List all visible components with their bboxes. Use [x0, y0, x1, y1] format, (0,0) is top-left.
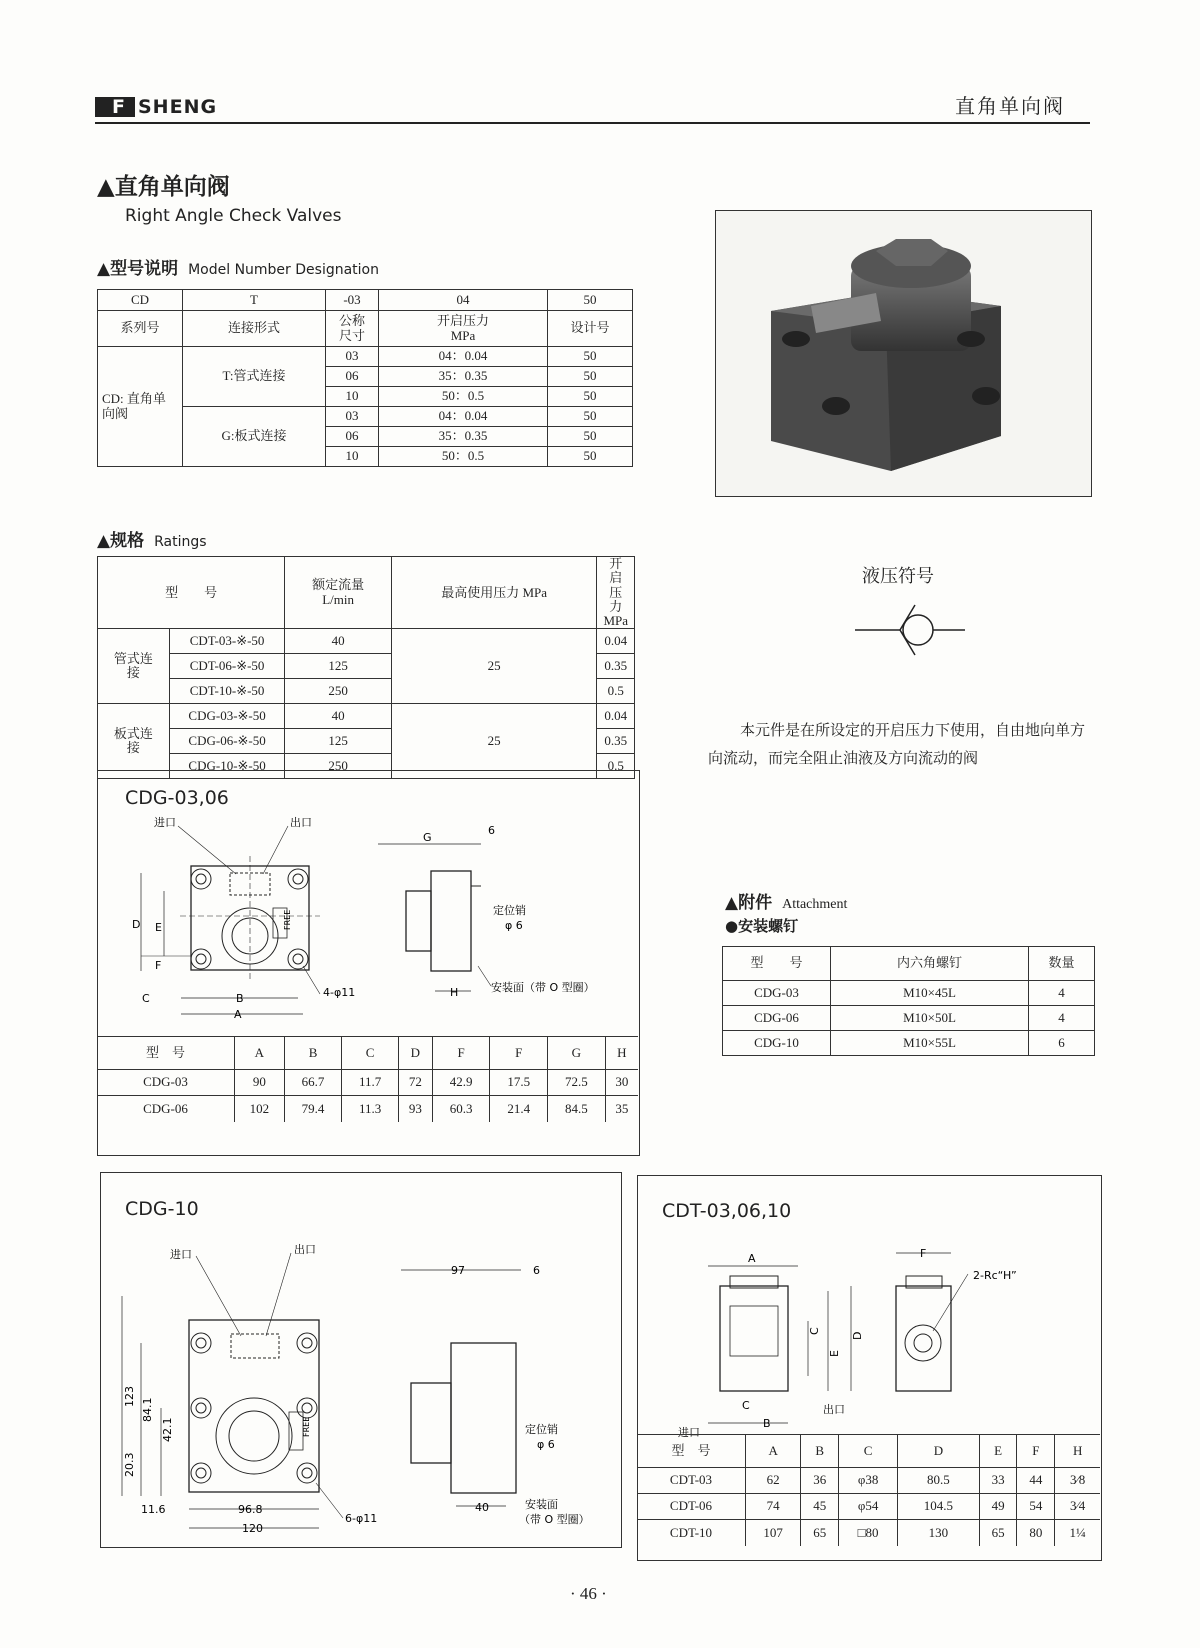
- cdg0306-dim-e: E: [155, 921, 162, 934]
- cdt-cell: 3⁄8: [1055, 1468, 1100, 1494]
- logo-text: SHENG: [138, 96, 218, 118]
- cdg0306-title: CDG-03,06: [125, 787, 229, 809]
- model-series: CD: 直角单向阀: [98, 347, 183, 467]
- ratings-title-cn: ▲规格: [97, 531, 145, 551]
- cdt-cell: 80: [1017, 1520, 1055, 1546]
- symbol-title: 液压符号: [862, 566, 934, 587]
- att-screw: M10×55L: [831, 1031, 1029, 1056]
- cdt-cell: 62: [746, 1468, 801, 1494]
- cdt-cell: 54: [1017, 1494, 1055, 1520]
- cdt-cell: 74: [746, 1494, 801, 1520]
- cdg10-dim-97: 97: [451, 1264, 465, 1277]
- cdg0306-h: F: [432, 1037, 490, 1070]
- cdt-dim-f: F: [920, 1247, 927, 1260]
- cdg10-pin-d: φ 6: [537, 1438, 555, 1451]
- cdg0306-dim-h: H: [450, 986, 459, 999]
- ratings-model: CDT-06-※-50: [169, 654, 285, 679]
- cdg0306-cell: CDG-06: [97, 1096, 235, 1122]
- cdg0306-h: H: [605, 1037, 638, 1070]
- model-design: 50: [548, 387, 633, 407]
- cdg10-dim-123: 123: [123, 1386, 136, 1407]
- cdg0306-cell: 79.4: [284, 1096, 342, 1122]
- att-h-qty: 数量: [1029, 947, 1095, 981]
- cdg10-holes: 6-φ11: [345, 1512, 378, 1525]
- cdt-title: CDT-03,06,10: [662, 1200, 792, 1222]
- cdg0306-cell: 102: [235, 1096, 285, 1122]
- cdg0306-dim-d: D: [132, 918, 141, 931]
- cdg10-face1: 安装面: [525, 1498, 558, 1511]
- ratings-crack: 0.04: [597, 704, 635, 729]
- model-size: 10: [326, 447, 379, 467]
- cdg0306-h: 型 号: [97, 1037, 235, 1070]
- page-title-en: Right Angle Check Valves: [125, 206, 342, 226]
- model-r2-c3: 公称尺寸: [326, 311, 379, 347]
- ratings-maxp: 25: [391, 629, 597, 704]
- cdt-cell: 44: [1017, 1468, 1055, 1494]
- cdg0306-dim-a: A: [234, 1008, 242, 1021]
- cdt-cell: 65: [801, 1520, 839, 1546]
- ratings-h-crack: 开启压力 MPa: [597, 557, 635, 629]
- cdg0306-cell: CDG-03: [97, 1070, 235, 1096]
- page-number: · 46 ·: [570, 1584, 607, 1603]
- header-title: 直角单向阀: [955, 94, 1065, 118]
- cdt-h: C: [839, 1435, 898, 1468]
- att-qty: 4: [1029, 981, 1095, 1006]
- cdg0306-drawing: [98, 816, 638, 1031]
- cdg0306-cell: 42.9: [432, 1070, 490, 1096]
- model-size: 10: [326, 387, 379, 407]
- cdt-dim-d: D: [851, 1331, 864, 1340]
- cdg0306-h: A: [235, 1037, 285, 1070]
- attachment-section-title: [725, 888, 847, 913]
- ratings-crack: 0.5: [597, 679, 635, 704]
- ratings-flow: 40: [285, 704, 391, 729]
- cdt-cell: □80: [839, 1520, 898, 1546]
- cdt-dim-b: B: [763, 1417, 771, 1430]
- cdt-cell: φ38: [839, 1468, 898, 1494]
- attachment-title-en: Attachment: [782, 897, 848, 912]
- model-r2-c4: 开启压力 MPa: [379, 311, 548, 347]
- cdg0306-pin: 定位销: [493, 904, 526, 917]
- ratings-model: CDG-10-※-50: [169, 754, 285, 779]
- cdg0306-cell: 30: [605, 1070, 638, 1096]
- cdg10-dim-6: 6: [533, 1264, 540, 1277]
- header-rule: [95, 122, 1090, 124]
- model-r2-c5: 设计号: [548, 311, 633, 347]
- symbol-description: 本元件是在所设定的开启压力下使用，自由地向单方向流动，而完全阻止油液及方向流动的阀: [708, 721, 1086, 767]
- cdg0306-free-label: FREE: [283, 909, 292, 930]
- cdg0306-cell: 66.7: [284, 1070, 342, 1096]
- cdg10-dim-116: 11.6: [141, 1503, 166, 1516]
- ratings-h-flow: 额定流量 L/min: [285, 557, 391, 629]
- cdg10-face2: （带 O 型圈）: [519, 1513, 590, 1526]
- att-qty: 6: [1029, 1031, 1095, 1056]
- cdg0306-cell: 35: [605, 1096, 638, 1122]
- cdg0306-pin-d: φ 6: [505, 919, 523, 932]
- attachment-table: [722, 946, 1095, 1056]
- cdt-dim-cc: C: [808, 1327, 821, 1335]
- cdt-h: D: [898, 1435, 980, 1468]
- cdg0306-dim-g: G: [423, 831, 432, 844]
- ratings-section-title: [97, 526, 207, 551]
- cdg10-outlet: 出口: [294, 1243, 316, 1256]
- cdg0306-h: D: [398, 1037, 432, 1070]
- cdt-table: [637, 1434, 1100, 1546]
- att-model: CDG-03: [723, 981, 831, 1006]
- ratings-flow: 250: [285, 679, 391, 704]
- model-r1-c1: CD: [98, 290, 183, 311]
- cdg0306-cell: 72: [398, 1070, 432, 1096]
- model-pressure: 04：0.04: [379, 407, 548, 427]
- model-design: 50: [548, 407, 633, 427]
- cdt-cell: 104.5: [898, 1494, 980, 1520]
- valve-photo-illustration: [716, 211, 1091, 496]
- att-model: CDG-10: [723, 1031, 831, 1056]
- cdg0306-dim-c: C: [142, 992, 150, 1005]
- cdg0306-face: 安装面（带 O 型圈）: [491, 981, 595, 994]
- cdt-cell: CDT-06: [637, 1494, 746, 1520]
- cdg0306-h: F: [490, 1037, 548, 1070]
- model-r2-c2: 连接形式: [183, 311, 326, 347]
- cdg0306-h: B: [284, 1037, 342, 1070]
- ratings-model: CDT-10-※-50: [169, 679, 285, 704]
- model-pressure: 50：0.5: [379, 387, 548, 407]
- ratings-title-en: Ratings: [154, 534, 207, 550]
- cdt-cell: 107: [746, 1520, 801, 1546]
- ratings-table: [97, 556, 635, 779]
- cdg10-dim-40: 40: [475, 1501, 489, 1514]
- model-size: 06: [326, 367, 379, 387]
- cdt-h: 型 号: [637, 1435, 746, 1468]
- cdg0306-cell: 17.5: [490, 1070, 548, 1096]
- ratings-model: CDT-03-※-50: [169, 629, 285, 654]
- model-r1-c2: T: [183, 290, 326, 311]
- cdt-cell: 130: [898, 1520, 980, 1546]
- att-screw: M10×50L: [831, 1006, 1029, 1031]
- cdt-cell: 49: [979, 1494, 1017, 1520]
- ratings-flow: 250: [285, 754, 391, 779]
- model-conn-t: T:管式连接: [183, 347, 326, 407]
- cdg10-pin: 定位销: [525, 1423, 558, 1436]
- cdg0306-dim-f: F: [155, 959, 162, 972]
- cdt-cell: CDT-03: [637, 1468, 746, 1494]
- cdt-panel: [637, 1175, 1102, 1561]
- cdg0306-table: [97, 1036, 638, 1122]
- product-photo: [715, 210, 1092, 497]
- cdt-h: B: [801, 1435, 839, 1468]
- ratings-group-plate: 板式连接: [98, 704, 170, 779]
- cdg0306-cell: 11.3: [342, 1096, 398, 1122]
- cdg10-dim-968: 96.8: [238, 1503, 263, 1516]
- cdg0306-cell: 21.4: [490, 1096, 548, 1122]
- cdt-cell: 65: [979, 1520, 1017, 1546]
- cdg0306-outlet: 出口: [290, 816, 312, 829]
- check-valve-symbol: [850, 600, 970, 655]
- cdt-cell: 80.5: [898, 1468, 980, 1494]
- cdt-cell: 45: [801, 1494, 839, 1520]
- att-model: CDG-06: [723, 1006, 831, 1031]
- cdt-h: A: [746, 1435, 801, 1468]
- attachment-title-cn: ▲附件: [725, 893, 773, 913]
- model-size: 03: [326, 407, 379, 427]
- model-design: 50: [548, 347, 633, 367]
- ratings-crack: 0.35: [597, 729, 635, 754]
- cdg0306-cell: 93: [398, 1096, 432, 1122]
- model-title-en: Model Number Designation: [188, 262, 379, 278]
- cdg0306-dim-6: 6: [488, 824, 495, 837]
- cdg0306-cell: 84.5: [548, 1096, 606, 1122]
- cdt-rc: 2-Rc“H”: [973, 1269, 1017, 1282]
- model-pressure: 35：0.35: [379, 367, 548, 387]
- cdg10-free-label: FREE: [302, 1416, 311, 1437]
- ratings-maxp: 25: [391, 704, 597, 779]
- model-r1-c5: 50: [548, 290, 633, 311]
- att-h-model: 型 号: [723, 947, 831, 981]
- page-title-cn: ▲直角单向阀: [97, 174, 230, 200]
- model-pressure: 50：0.5: [379, 447, 548, 467]
- cdg0306-h: G: [548, 1037, 606, 1070]
- ratings-model: CDG-06-※-50: [169, 729, 285, 754]
- att-screw: M10×45L: [831, 981, 1029, 1006]
- model-title-cn: ▲型号说明: [97, 259, 179, 279]
- cdt-outlet: 出口: [823, 1403, 845, 1416]
- att-qty: 4: [1029, 1006, 1095, 1031]
- cdg10-title: CDG-10: [125, 1198, 199, 1220]
- ratings-group-pipe: 管式连接: [98, 629, 170, 704]
- model-size: 03: [326, 347, 379, 367]
- ratings-crack: 0.04: [597, 629, 635, 654]
- logo-initial: F: [112, 96, 125, 118]
- cdg10-inlet: 进口: [170, 1248, 192, 1261]
- model-table: [97, 289, 633, 467]
- cdg0306-cell: 72.5: [548, 1070, 606, 1096]
- ratings-flow: 125: [285, 729, 391, 754]
- cdt-dim-a: A: [748, 1252, 756, 1265]
- cdg10-dim-84: 84.1: [141, 1397, 154, 1422]
- attachment-sub: ●安装螺钉: [725, 917, 799, 935]
- ratings-h-model: 型 号: [98, 557, 285, 629]
- model-design: 50: [548, 427, 633, 447]
- ratings-flow: 40: [285, 629, 391, 654]
- cdt-cell: φ54: [839, 1494, 898, 1520]
- cdg10-dim-42: 42.1: [161, 1417, 174, 1442]
- model-pressure: 04：0.04: [379, 347, 548, 367]
- ratings-model: CDG-03-※-50: [169, 704, 285, 729]
- model-conn-g: G:板式连接: [183, 407, 326, 467]
- cdg0306-cell: 11.7: [342, 1070, 398, 1096]
- cdg0306-holes: 4-φ11: [323, 986, 356, 999]
- model-r2-c1: 系列号: [98, 311, 183, 347]
- cdg10-dim-20: 20.3: [123, 1452, 136, 1477]
- cdt-cell: 33: [979, 1468, 1017, 1494]
- ratings-h-maxp: 最高使用压力 MPa: [391, 557, 597, 629]
- cdt-cell: 36: [801, 1468, 839, 1494]
- model-pressure: 35：0.35: [379, 427, 548, 447]
- cdt-h: H: [1055, 1435, 1100, 1468]
- cdg0306-panel: [97, 770, 640, 1156]
- ratings-flow: 125: [285, 654, 391, 679]
- cdt-h: E: [979, 1435, 1017, 1468]
- model-r1-c4: 04: [379, 290, 548, 311]
- cdg10-drawing: [101, 1228, 621, 1543]
- model-size: 06: [326, 427, 379, 447]
- model-r1-c3: -03: [326, 290, 379, 311]
- cdt-dim-c: C: [742, 1399, 750, 1412]
- cdt-h: F: [1017, 1435, 1055, 1468]
- cdt-dim-e: E: [828, 1350, 841, 1357]
- model-design: 50: [548, 447, 633, 467]
- cdg0306-cell: 60.3: [432, 1096, 490, 1122]
- cdt-cell: CDT-10: [637, 1520, 746, 1546]
- cdg0306-inlet: 进口: [154, 816, 176, 829]
- cdt-inlet: 进口: [678, 1426, 700, 1439]
- cdt-cell: 3⁄4: [1055, 1494, 1100, 1520]
- model-design: 50: [548, 367, 633, 387]
- cdg0306-h: C: [342, 1037, 398, 1070]
- cdt-drawing: [638, 1231, 1100, 1439]
- cdg0306-cell: 90: [235, 1070, 285, 1096]
- cdg10-dim-120: 120: [242, 1522, 263, 1535]
- cdg10-panel: [100, 1172, 622, 1548]
- cdg0306-dim-b: B: [236, 992, 244, 1005]
- ratings-crack: 0.35: [597, 654, 635, 679]
- cdt-cell: 1¼: [1055, 1520, 1100, 1546]
- att-h-screw: 内六角螺钉: [831, 947, 1029, 981]
- ratings-crack: 0.5: [597, 754, 635, 779]
- model-section-title: [97, 254, 379, 279]
